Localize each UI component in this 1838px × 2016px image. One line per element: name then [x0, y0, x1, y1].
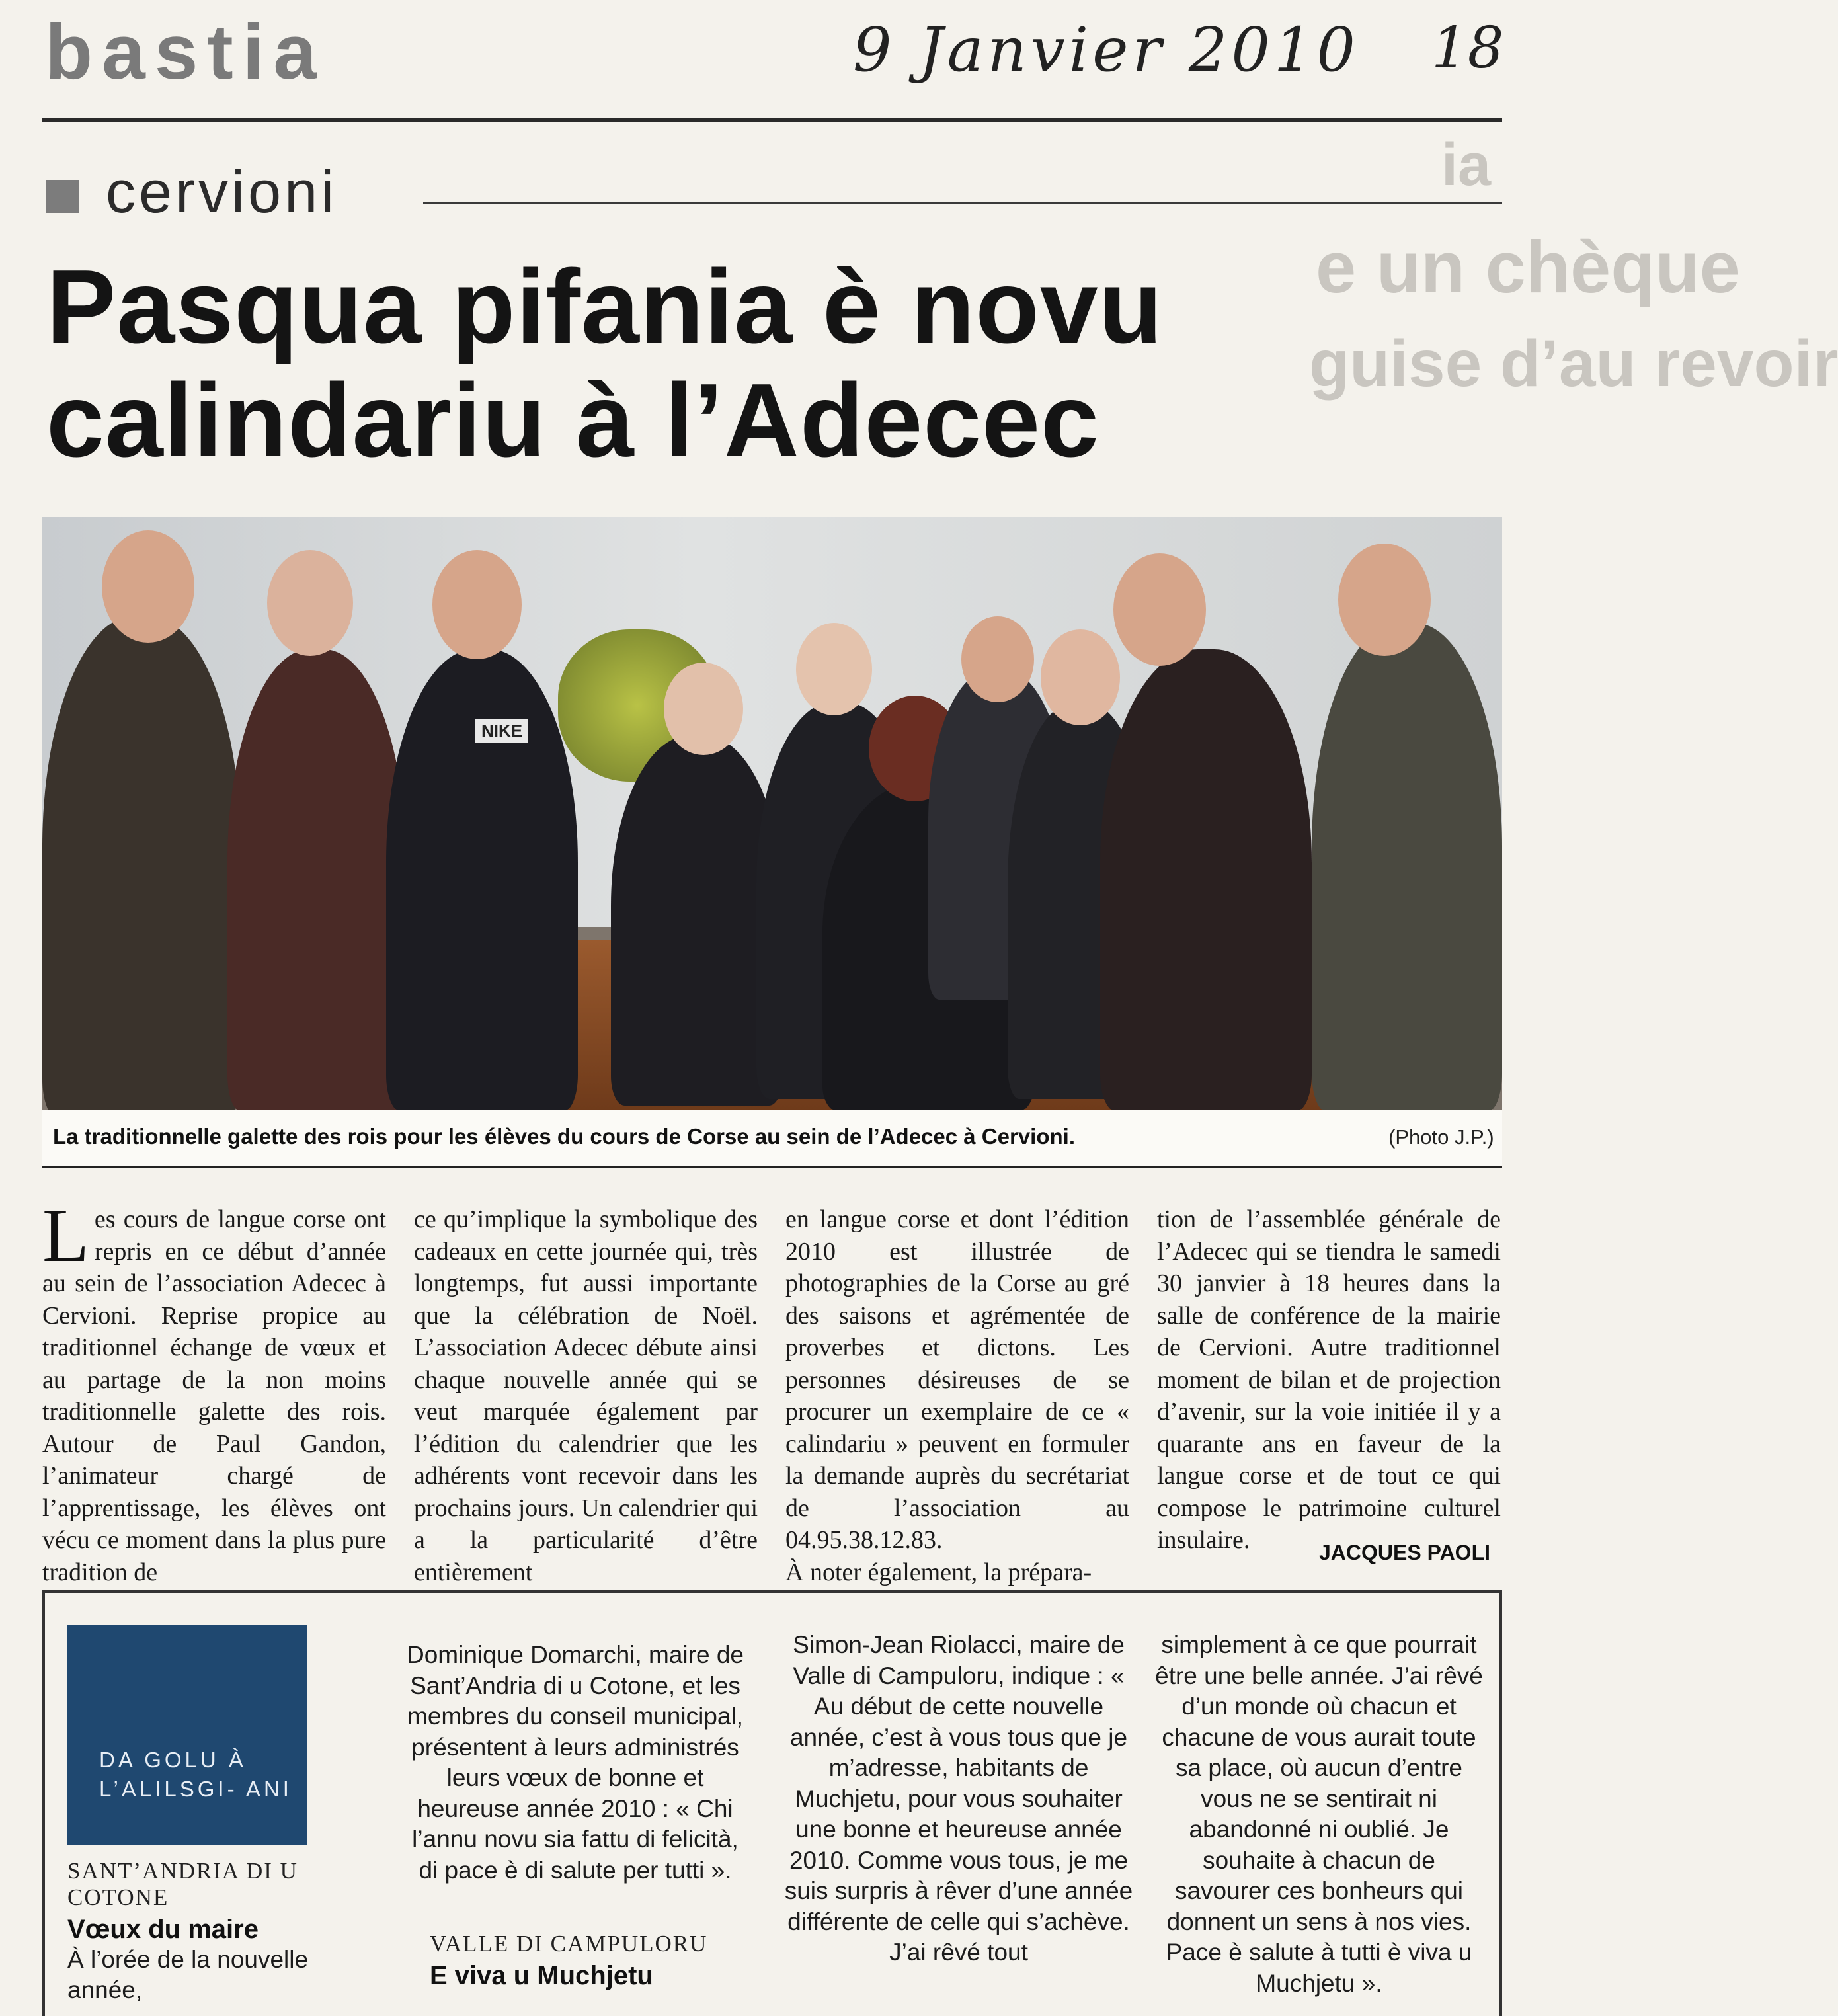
section-logo	[67, 1625, 307, 1845]
brief-2-body	[780, 1630, 1137, 1968]
person-1	[42, 616, 241, 1119]
person-9	[1100, 649, 1312, 1112]
handwritten-date: 9 Janvier 2010	[853, 15, 1359, 85]
bleed-through-line-3: guise d’au revoir	[1309, 327, 1838, 401]
brief-1-header	[67, 1858, 358, 2005]
drop-cap: L	[42, 1193, 89, 1278]
brief-2-place: VALLE DI CAMPULORU	[430, 1931, 708, 1956]
person-8-head	[1041, 629, 1120, 725]
brief-1-title: Vœux du maire	[67, 1915, 259, 1944]
person-2	[227, 649, 406, 1112]
brief-1-intro: À l’orée de la nouvelle année,	[67, 1946, 309, 2003]
brief-1-text: Dominique Domarchi, maire de Sant’Andria di u Cotone, et les membres du conseil municipal, présentent à leurs administrés leurs vœux de bonne et heureuse année 2010 : « Chi l’annu novu sia fattu di felicità, di pace è di salute per tutti ».	[407, 1641, 744, 1884]
brief-2-header	[430, 1931, 760, 1991]
brief-1-place: SANT’ANDRIA DI U COTONE	[67, 1858, 298, 1910]
rubric-label: cervioni	[106, 159, 338, 225]
person-4-head	[664, 663, 743, 755]
headline-line-1: Pasqua pifania è novu	[46, 249, 1164, 365]
person-7-head	[961, 616, 1034, 702]
handwritten-page-number: 18	[1431, 15, 1504, 81]
person-2-head	[267, 550, 353, 656]
brief-2-text-cont: simplement à ce que pourrait être une belle année. J’ai rêvé d’un monde où chacun et chacune de vous aurait toute sa place, où aucun d’entre vous ne se sentirait ni abandonné ni oublié. Je souhaite à chacun de savourer ces bonheurs qui donnent un sens à nos vies. Pace è salute à tutti è viva u Muchjetu ».	[1155, 1631, 1483, 1997]
photo-caption: La traditionnelle galette des rois pour les élèves du cours de Corse au sein de l’Adecec à Cervioni.	[53, 1124, 1076, 1149]
group-photo	[42, 517, 1502, 1110]
rubric-rule	[423, 202, 1502, 204]
photo-credit: (Photo J.P.)	[1388, 1125, 1494, 1149]
article-col-3-text: en langue corse et dont l’édition 2010 est illustrée de photographies de la Corse au gré des saisons et agrémentée de proverbes et dictons. Les personnes désireuses de se procurer un exemplaire de ce « calindariu » peuvent en formuler la demande auprès du secrétariat de l’association au 04.95.38.12.83.	[785, 1205, 1129, 1554]
article-column-4	[1157, 1203, 1501, 1556]
person-3-head	[432, 550, 522, 659]
person-10	[1312, 623, 1502, 1112]
headline-line-2: calindariu à l’Adecec	[46, 362, 1099, 479]
article-column-3	[785, 1203, 1129, 1588]
brief-2-title: E viva u Muchjetu	[430, 1961, 653, 1990]
article-signature: JACQUES PAOLI	[1319, 1541, 1490, 1564]
headline	[46, 250, 1302, 477]
bleed-through-line-1: ia	[1441, 132, 1492, 198]
person-10-head	[1338, 544, 1431, 656]
article-column-1	[42, 1193, 386, 1588]
shirt-logo: NIKE	[475, 719, 528, 743]
bleed-through-line-2: e un chèque	[1316, 227, 1740, 308]
article-col-1-text: es cours de langue corse ont repris en ce début d’année au sein de l’association Adecec à Cervioni. Reprise propice au traditionnel échange de vœux et au partage de la non moins traditionnelle galette des rois. Autour de Paul Gandon, l’animateur chargé de l’apprentissage, les élèves ont vécu ce moment dans la plus pure tradition de	[42, 1205, 386, 1586]
section-logo-text: DA GOLU À L’ALILSGI- ANI	[99, 1748, 292, 1801]
rubric-square	[46, 180, 79, 213]
article-col-2-text: ce qu’implique la symbolique des cadeaux en cette journée qui, très longtemps, fut aussi importante que la célébration de Noël. L’association Adecec débute ainsi chaque nouvelle année qui se veut marquée également par l’édition du calendrier que les adhérents vont recevoir dans les prochains jours. Un calendrier qui a la particularité d’être entièrement	[414, 1205, 758, 1586]
brief-2-text: Simon-Jean Riolacci, maire de Valle di Campuloru, indique : « Au début de cette nouvelle année, c’est à vous tous que je m’adresse, habitants de Muchjetu, pour vous souhaiter une bonne et heureuse année 2010. Comme vous tous, je me suis surpris à rêver d’une année différente de celle qui s’achève. J’ai rêvé tout	[784, 1631, 1133, 1966]
person-9-head	[1113, 553, 1206, 666]
brief-2-body-cont	[1154, 1630, 1484, 1999]
header-rule	[42, 118, 1502, 122]
article-col-3-tail: À noter également, la prépara-	[785, 1558, 1092, 1586]
section-name: bastia	[45, 9, 327, 96]
person-1-head	[102, 530, 194, 643]
article-col-4-text: tion de l’assemblée générale de l’Adecec qui se tiendra le samedi 30 janvier à 18 heures dans la salle de conférence de la mairie de Cervioni. Autre traditionnel moment de bilan et de projection d’avenir, sur la voie initiée il y a quarante ans en faveur de la langue corse et de tout ce qui compose le patrimoine culturel insulaire.	[1157, 1205, 1501, 1554]
article-column-2	[414, 1203, 758, 1588]
brief-1-body	[403, 1640, 747, 1886]
person-5-head	[796, 623, 872, 715]
